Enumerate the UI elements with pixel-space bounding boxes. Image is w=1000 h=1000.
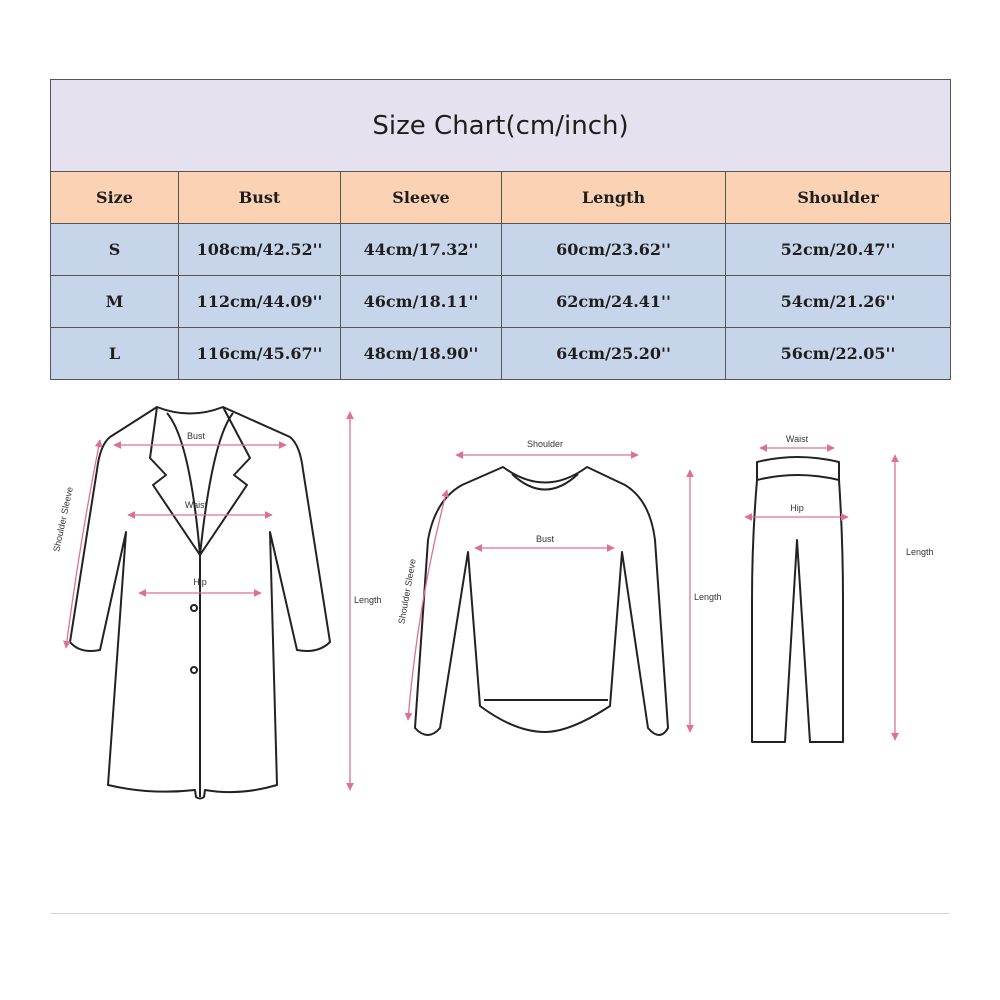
sleeve-cell: 44cm/17.32'' bbox=[341, 224, 502, 276]
shoulder-cell: 54cm/21.26'' bbox=[726, 276, 951, 328]
coat-length-label: Length bbox=[354, 595, 382, 605]
sweater-length-label: Length bbox=[694, 592, 722, 602]
column-header-size: Size bbox=[51, 172, 179, 224]
size-cell: L bbox=[51, 328, 179, 380]
bust-cell: 108cm/42.52'' bbox=[179, 224, 341, 276]
size-cell: S bbox=[51, 224, 179, 276]
column-header-shoulder: Shoulder bbox=[726, 172, 951, 224]
title-row bbox=[51, 80, 951, 172]
size-chart-table bbox=[50, 79, 951, 380]
column-header-sleeve: Sleeve bbox=[341, 172, 502, 224]
pants-hip-label: Hip bbox=[790, 503, 804, 513]
column-header-bust: Bust bbox=[179, 172, 341, 224]
sleeve-cell: 48cm/18.90'' bbox=[341, 328, 502, 380]
shoulder-cell: 56cm/22.05'' bbox=[726, 328, 951, 380]
header-row bbox=[51, 172, 951, 224]
pants-measure-lines bbox=[745, 448, 895, 740]
sweater-shoulder-sleeve-label: Shoulder Sleeve bbox=[396, 558, 418, 625]
sleeve-cell: 46cm/18.11'' bbox=[341, 276, 502, 328]
shoulder-cell: 52cm/20.47'' bbox=[726, 224, 951, 276]
table-row bbox=[51, 276, 951, 328]
table-row bbox=[51, 224, 951, 276]
coat-measure-lines bbox=[66, 412, 350, 790]
coat-hip-label: Hip bbox=[193, 577, 207, 587]
coat-waist-label: Waist bbox=[184, 500, 208, 510]
coat-shoulder-sleeve-label: Shoulder Sleeve bbox=[51, 486, 75, 553]
column-header-length: Length bbox=[502, 172, 726, 224]
length-cell: 62cm/24.41'' bbox=[502, 276, 726, 328]
bottom-divider bbox=[50, 913, 950, 914]
sweater-measure-lines bbox=[408, 455, 690, 732]
table-row bbox=[51, 328, 951, 380]
sweater-bust-label: Bust bbox=[535, 534, 555, 544]
sweater-shoulder-label: Shoulder bbox=[526, 439, 564, 449]
pants-length-label: Length bbox=[906, 547, 934, 557]
coat-bust-label: Bust bbox=[186, 431, 206, 441]
bust-cell: 112cm/44.09'' bbox=[179, 276, 341, 328]
coat-illustration bbox=[70, 407, 330, 799]
chart-title: Size Chart(cm/inch) bbox=[51, 80, 951, 172]
pants-waist-label: Waist bbox=[785, 434, 809, 444]
length-cell: 60cm/23.62'' bbox=[502, 224, 726, 276]
measurement-diagram bbox=[0, 395, 1000, 815]
sweater-illustration bbox=[415, 467, 668, 735]
length-cell: 64cm/25.20'' bbox=[502, 328, 726, 380]
size-cell: M bbox=[51, 276, 179, 328]
pants-illustration bbox=[752, 457, 843, 742]
bust-cell: 116cm/45.67'' bbox=[179, 328, 341, 380]
